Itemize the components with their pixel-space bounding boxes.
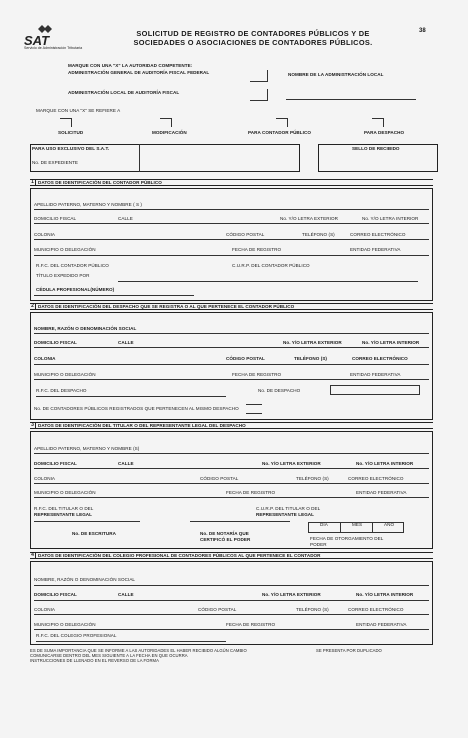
s1-noext-label: No. Y/O LETRA EXTERIOR — [280, 216, 338, 221]
s2-contact-input[interactable] — [34, 364, 429, 365]
authority-local-checkbox[interactable] — [250, 89, 268, 101]
s2-address-input[interactable] — [34, 347, 429, 348]
s3-curp-label: C.U.R.P. DEL TITULAR O DEL — [256, 506, 321, 511]
section4-number: 4 — [30, 552, 36, 559]
s3-phone-label: TELÉFONO (S) — [296, 476, 329, 481]
s2-count-input[interactable] — [246, 413, 262, 414]
s3-noext-label: No. Y/O LETRA EXTERIOR — [262, 461, 321, 466]
option-contador-label: PARA CONTADOR PÚBLICO — [248, 130, 311, 135]
s1-cp-label: CÓDIGO POSTAL — [226, 232, 265, 237]
option-modificacion-label: MODIFICACIÓN — [152, 130, 187, 135]
s1-cedula-input[interactable] — [34, 295, 194, 296]
s4-calle-label: CALLE — [118, 592, 134, 597]
s2-name-input[interactable] — [34, 333, 429, 334]
s4-rfc-label: R.F.C. DEL COLEGIO PROFESIONAL — [36, 633, 117, 638]
section1-number: 1 — [30, 179, 36, 186]
authority-general-checkbox[interactable] — [250, 70, 268, 82]
s4-colonia-label: COLONIA — [34, 607, 56, 612]
s3-entidad-label: ENTIDAD FEDERATIVA — [356, 490, 407, 495]
section3-title: DATOS DE IDENTIFICACIÓN DEL TITULAR O DEL REPRESENTANTE LEGAL DEL DESPACHO — [38, 423, 246, 428]
s1-entidad-label: ENTIDAD FEDERATIVA — [350, 247, 401, 252]
s4-contact-input[interactable] — [34, 614, 429, 615]
s2-cp-label: CÓDIGO POSTAL — [226, 356, 265, 361]
s3-name-label: APELLIDO PATERNO, MATERNO Y NOMBRE (S) — [34, 446, 140, 451]
option-solicitud-checkbox[interactable] — [60, 118, 72, 127]
s4-location-input[interactable] — [34, 629, 429, 630]
sat-logo — [22, 24, 83, 56]
local-name-input-line[interactable] — [286, 99, 416, 100]
s2-nodesp-input[interactable] — [330, 385, 420, 395]
s3-rfc-label2: REPRESENTANTE LEGAL — [34, 512, 93, 517]
s4-address-input[interactable] — [34, 600, 429, 601]
s4-phone-label: TELÉFONO (S) — [296, 607, 329, 612]
authority-local-label: ADMINISTRACIÓN LOCAL DE AUDITORÍA FISCAL — [68, 90, 180, 95]
footer-note-right: SE PRESENTA POR DUPLICADO — [316, 648, 382, 653]
s3-cp-label: CÓDIGO POSTAL — [200, 476, 239, 481]
s1-email-label: CORREO ELECTRÓNICO — [350, 232, 406, 237]
s2-fecha-label: FECHA DE REGISTRO — [232, 372, 282, 377]
s3-escritura-label: No. DE ESCRITURA — [72, 531, 116, 536]
s2-noext-label: No. Y/O LETRA EXTERIOR — [283, 340, 342, 345]
s2-rfc-input[interactable] — [36, 396, 226, 397]
s4-email-label: CORREO ELECTRÓNICO — [348, 607, 404, 612]
s1-fecha-label: FECHA DE REGISTRO — [232, 247, 282, 252]
section2-number: 2 — [30, 303, 36, 310]
option-modificacion-checkbox[interactable] — [160, 118, 172, 127]
footer-note-3: INSTRUCCIONES DE LLENADO EN EL REVERSO DE LA FORMA — [30, 658, 159, 663]
sat-logo-icon — [22, 24, 80, 56]
s2-name-label: NOMBRE, RAZÓN O DENOMINACIÓN SOCIAL — [34, 326, 137, 331]
section1-title: DATOS DE IDENTIFICACIÓN DEL CONTADOR PÚBLICO — [38, 180, 162, 185]
s4-noint-label: No. Y/O LETRA INTERIOR — [356, 592, 414, 597]
s3-curp-input[interactable] — [190, 521, 290, 522]
s3-municipio-label: MUNICIPIO O DELEGACIÓN — [34, 490, 96, 495]
form-title-line1: SOLICITUD DE REGISTRO DE CONTADORES PÚBLICOS Y DE — [136, 29, 370, 38]
s3-rfc-label: R.F.C. DEL TITULAR O DEL — [34, 506, 94, 511]
s3-fecha-poder-label2: PODER — [310, 542, 327, 547]
s2-municipio-label: MUNICIPIO O DELEGACIÓN — [34, 372, 96, 377]
s1-rfc-label: R.F.C. DEL CONTADOR PÚBLICO — [36, 263, 109, 268]
s3-fecha-poder-label1: FECHA DE OTORGAMIENTO DEL — [310, 536, 384, 541]
s4-name-input[interactable] — [34, 585, 429, 586]
s4-rfc-input[interactable] — [36, 641, 226, 642]
local-name-label: NOMBRE DE LA ADMINISTRACIÓN LOCAL — [288, 72, 384, 77]
s2-domicilio-label: DOMICILIO FISCAL — [34, 340, 77, 345]
s1-contact-input[interactable] — [34, 239, 429, 240]
s1-phone-label: TELÉFONO (S) — [302, 232, 335, 237]
authority-general-label: ADMINISTRACIÓN GENERAL DE AUDITORÍA FISCAL FEDERAL — [68, 70, 210, 75]
logo-text: SAT — [24, 33, 50, 48]
s3-calle-label: CALLE — [118, 461, 134, 466]
s1-name-input[interactable] — [34, 209, 429, 210]
s4-municipio-label: MUNICIPIO O DELEGACIÓN — [34, 622, 96, 627]
s1-domicilio-label: DOMICILIO FISCAL — [34, 216, 77, 221]
request-type-instruction: MARQUE CON UNA "X" SE REFIERE A — [36, 108, 121, 113]
option-despacho-label: PARA DESPACHO — [364, 130, 405, 135]
option-despacho-checkbox[interactable] — [372, 118, 384, 127]
s1-municipio-label: MUNICIPIO O DELEGACIÓN — [34, 247, 96, 252]
s3-noint-label: No. Y/O LETRA INTERIOR — [356, 461, 414, 466]
s1-noint-label: No. Y/O LETRA INTERIOR — [362, 216, 419, 221]
s3-notaria-label2: CERTIFICÓ EL PODER — [200, 537, 251, 542]
s2-entidad-label: ENTIDAD FEDERATIVA — [350, 372, 401, 377]
s3-notaria-label1: No. DE NOTARÍA QUE — [200, 531, 249, 536]
s4-name-label: NOMBRE, RAZÓN O DENOMINACIÓN SOCIAL — [34, 577, 136, 582]
s1-location-input[interactable] — [34, 255, 429, 256]
section3-number: 3 — [30, 422, 36, 429]
s1-titulo-input[interactable] — [118, 281, 418, 282]
option-solicitud-label: SOLICITUD — [58, 130, 84, 135]
s2-colonia-label: COLONIA — [34, 356, 56, 361]
s1-titulo-label: TÍTULO EXPEDIDO POR — [36, 273, 90, 278]
s3-location-input[interactable] — [34, 497, 429, 498]
s1-address-input[interactable] — [34, 223, 429, 224]
s1-colonia-label: COLONIA — [34, 232, 56, 237]
s3-anio-label: AÑO — [384, 522, 395, 527]
section2-title: DATOS DE IDENTIFICACIÓN DEL DESPACHO QUE SE REGISTRA O AL QUE PERTENECE EL CONTADOR PÚBLICO — [38, 304, 295, 309]
s4-noext-label: No. Y/O LETRA EXTERIOR — [262, 592, 321, 597]
s3-fecha-label: FECHA DE REGISTRO — [226, 490, 276, 495]
s2-rfc-label: R.F.C. DEL DESPACHO — [36, 388, 87, 393]
s3-address-input[interactable] — [34, 468, 429, 469]
s2-location-input[interactable] — [34, 379, 429, 380]
s4-domicilio-label: DOMICILIO FISCAL — [34, 592, 77, 597]
s1-cedula-label: CÉDULA PROFESIONAL(NÚMERO) — [36, 287, 115, 292]
s2-noint-label: No. Y/O LETRA INTERIOR — [362, 340, 420, 345]
s2-phone-label: TELÉFONO (S) — [294, 356, 328, 361]
s3-rfc-input[interactable] — [34, 521, 140, 522]
s3-email-label: CORREO ELECTRÓNICO — [348, 476, 404, 481]
logo-subtitle: Servicio de Administración Tributaria — [24, 46, 83, 50]
received-stamp-label: SELLO DE RECIBIDO — [352, 146, 400, 151]
s3-curp-label2: REPRESENTANTE LEGAL — [256, 512, 315, 517]
s4-cp-label: CÓDIGO POSTAL — [198, 607, 237, 612]
footer-note-1: ES DE SUMA IMPORTANCIA QUE SE INFORME A LAS AUTORIDADES EL HABER RECIBIDO ALGÚN CAMBIO — [30, 648, 247, 653]
page-number: 38 — [419, 28, 426, 34]
s2-nodesp-label: No. DE DESPACHO — [258, 388, 301, 393]
s1-calle-label: CALLE — [118, 216, 133, 221]
s2-email-label: CORREO ELECTRÓNICO — [352, 356, 408, 361]
s3-mes-label: MES — [352, 522, 363, 527]
form-title-line2: SOCIEDADES O ASOCIACIONES DE CONTADORES PÚBLICOS. — [133, 38, 373, 47]
s3-contact-input[interactable] — [34, 483, 429, 484]
s1-curp-label: C.U.R.P. DEL CONTADOR PÚBLICO — [232, 263, 310, 268]
option-contador-checkbox[interactable] — [276, 118, 288, 127]
s4-fecha-label: FECHA DE REGISTRO — [226, 622, 276, 627]
s2-count-label: No. DE CONTADORES PÚBLICOS REGISTRADOS QUE PERTENECEN AL MISMO DESPACHO — [34, 406, 239, 411]
s3-name-input[interactable] — [34, 453, 429, 454]
authority-instruction: MARQUE CON UNA "X" LA AUTORIDAD COMPETENTE: — [68, 63, 193, 68]
office-use-label: PARA USO EXCLUSIVO DEL S.A.T. — [32, 146, 110, 151]
file-number-label: No. DE EXPEDIENTE — [32, 160, 79, 165]
s2-calle-label: CALLE — [118, 340, 134, 345]
s3-domicilio-label: DOMICILIO FISCAL — [34, 461, 77, 466]
s3-dia-label: DÍA — [320, 522, 328, 527]
s4-entidad-label: ENTIDAD FEDERATIVA — [356, 622, 407, 627]
s3-colonia-label: COLONIA — [34, 476, 56, 481]
section4-title: DATOS DE IDENTIFICACIÓN DEL COLEGIO PROFESIONAL DE CONTADORES PÚBLICOS AL QUE PERTENECE EL CONTADOR — [38, 553, 321, 558]
footer-note-2: COMUNICARSE DENTRO DEL MES SIGUIENTE A LA FECHA EN QUE OCURRA — [30, 653, 188, 658]
s1-name-label: APELLIDO PATERNO, MATERNO Y NOMBRE ( S ) — [34, 202, 143, 207]
